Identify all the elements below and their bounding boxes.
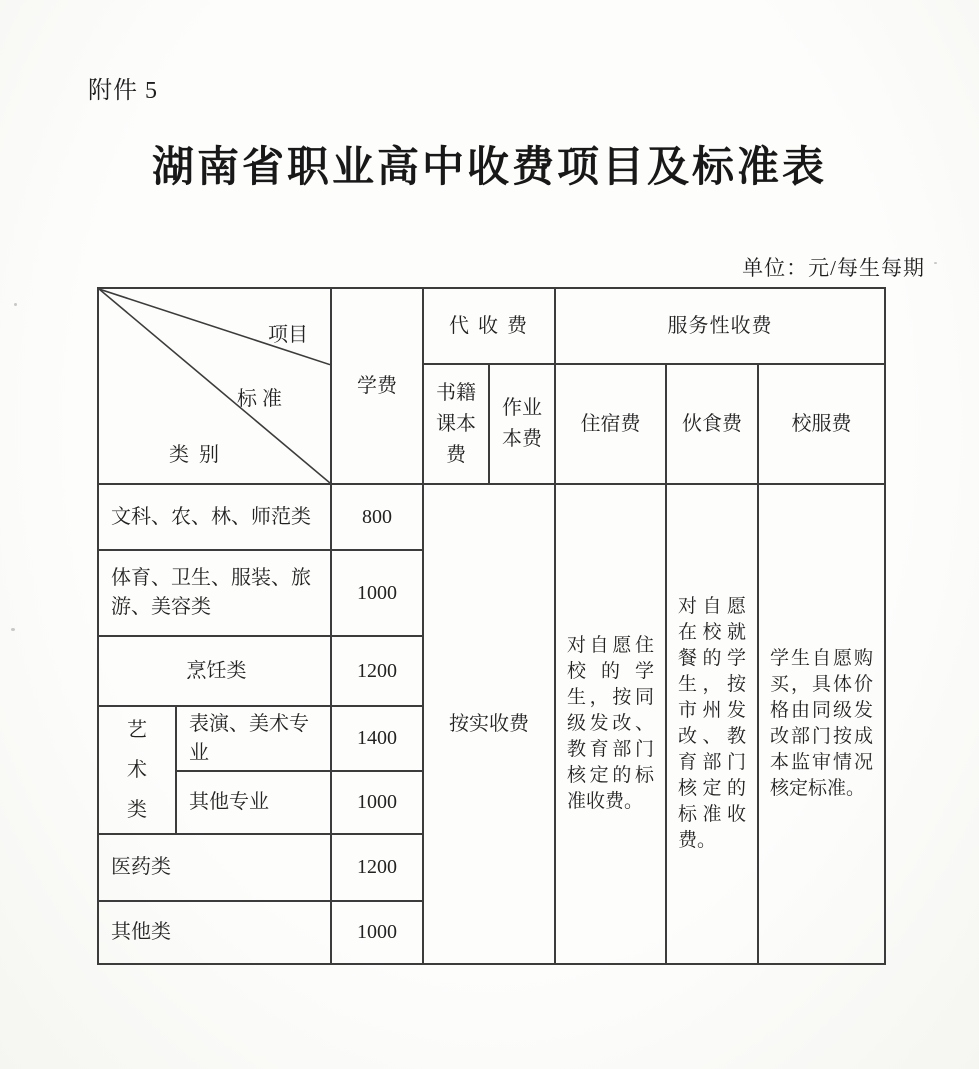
header-tuition: 学费 [331,288,423,484]
diagonal-header-cell [98,288,331,484]
row-tuition: 800 [331,484,423,550]
diagonal-label-standard: 标 准 [237,388,282,410]
attachment-label: 附件 5 [88,78,158,104]
row-tuition: 1400 [331,706,423,771]
collection-note-cell: 按实收费 [423,484,555,964]
row-category: 其他专业 [176,771,331,834]
page-title: 湖南省职业高中收费项目及标准表 [151,145,827,191]
row-tuition: 1200 [331,834,423,901]
scan-speck [11,628,15,631]
header-collection-group: 代 收 费 [423,288,555,364]
header-accommodation-fee: 住宿费 [555,364,666,484]
table-row [98,484,885,550]
header-service-group: 服务性收费 [555,288,885,364]
scan-speck [934,262,937,264]
uniform-note-cell: 学生自愿购买，具体价格由同级发改部门按成本监审情况核定标准。 [758,484,885,964]
row-tuition: 1000 [331,771,423,834]
accommodation-note-cell: 对自愿住校的学生，按同级发改、教育部门核定的标准收费。 [555,484,666,964]
fee-table [97,287,886,965]
row-tuition: 1000 [331,550,423,636]
row-category: 其他类 [98,901,331,964]
row-category: 文科、农、林、师范类 [98,484,331,550]
row-tuition: 1000 [331,901,423,964]
diagonal-label-item: 项目 [268,324,308,346]
row-category-group: 艺术类 [98,706,176,834]
header-meal-fee: 伙食费 [666,364,758,484]
unit-note: 单位：元/每生每期 [742,256,925,280]
row-category: 体育、卫生、服装、旅游、美容类 [98,550,331,636]
scan-speck [14,303,17,306]
header-textbook-fee: 书籍课本费 [423,364,489,484]
header-workbook-fee: 作业本费 [489,364,555,484]
meal-note-cell: 对自愿在校就餐的学生，按市州发改、教育部门核定的标准收费。 [666,484,758,964]
row-category: 烹饪类 [98,636,331,706]
row-tuition: 1200 [331,636,423,706]
row-category: 表演、美术专业 [176,706,331,771]
header-uniform-fee: 校服费 [758,364,885,484]
row-category: 医药类 [98,834,331,901]
diagonal-label-category: 类 别 [169,444,219,466]
